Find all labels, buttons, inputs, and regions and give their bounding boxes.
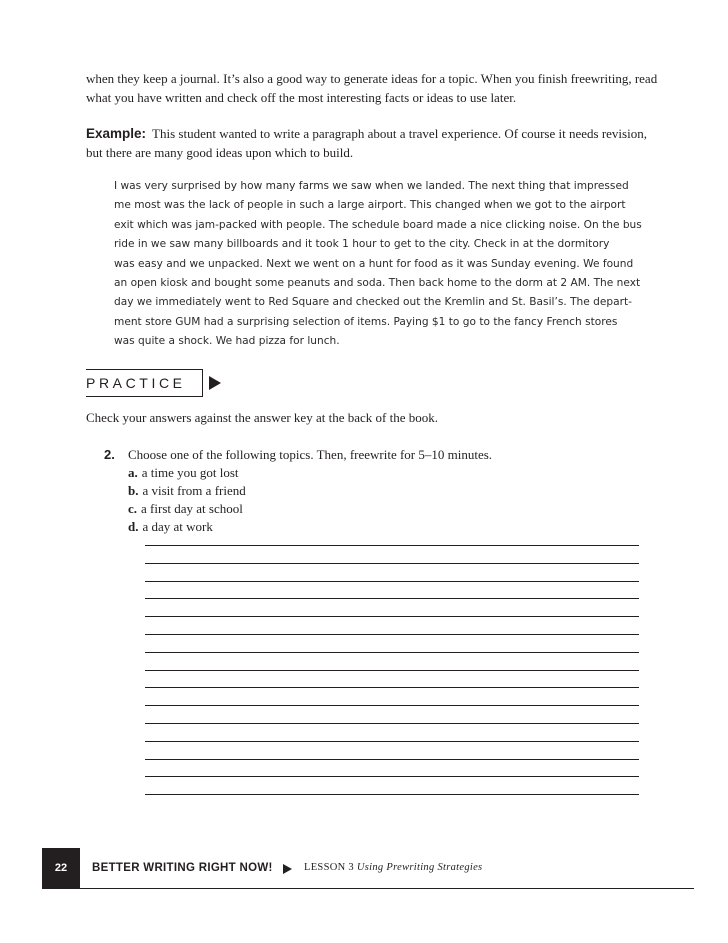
writing-line[interactable] [145,598,639,599]
intro-line: when they keep a journal. It’s also a good way to generate ideas for a topic. When you finish freewriting, read [86,71,658,86]
writing-line[interactable] [145,705,639,706]
writing-line[interactable] [145,634,639,635]
option-text: a day at work [142,519,213,534]
freewriting-line: was easy and we unpacked. Next we went on a hunt for food as it was Sunday evening. We found [114,257,634,270]
example-line [86,124,654,143]
freewriting-line: ment store GUM had a surprising selection of items. Paying $1 to go to the fancy French stores [114,315,618,328]
example-label: Example: [86,126,147,141]
writing-line[interactable] [145,563,639,564]
writing-line[interactable] [145,723,639,724]
lesson-label [304,862,482,873]
freewriting-line: me most was the lack of people in such a large airport. This changed when we got to the airport [114,199,626,212]
writing-line[interactable] [145,670,639,671]
practice-label: PRACTICE [86,369,203,397]
writing-line[interactable] [145,776,639,777]
example-paragraph [86,124,654,162]
practice-heading [86,368,221,398]
answer-lines [145,545,639,812]
topic-option [128,464,246,482]
book-title: BETTER WRITING RIGHT NOW! [92,862,273,874]
intro-line: what you have written and check off the most interesting facts or ideas to use later. [86,90,517,105]
freewriting-line: exit which was jam-packed with people. The schedule board made a nice clicking noise. On the bus [114,218,642,231]
topic-option [128,518,246,536]
option-text: a time you got lost [141,465,239,480]
intro-paragraph [86,69,658,107]
example-text: This student wanted to write a paragraph about a travel experience. Of course it needs revision, [152,126,647,141]
writing-line[interactable] [145,687,639,688]
freewriting-sample [114,177,642,352]
freewriting-line: day we immediately went to Red Square and checked out the Kremlin and St. Basil’s. The depart- [114,296,632,309]
option-text: a first day at school [141,501,243,516]
topic-options [128,464,246,536]
play-arrow-icon [283,864,292,874]
question-number: 2. [104,447,115,462]
check-answers-note: Check your answers against the answer key at the back of the book. [86,410,438,425]
play-arrow-icon [209,376,221,390]
question-prompt: Choose one of the following topics. Then, freewrite for 5–10 minutes. [128,447,493,462]
page-footer [42,848,694,889]
writing-line[interactable] [145,581,639,582]
writing-line[interactable] [145,794,639,795]
freewriting-line: ride in we saw many billboards and it took 1 hour to get to the city. Check in at the dormitory [114,238,610,251]
lesson-title: Using Prewriting Strategies [356,862,483,873]
writing-line[interactable] [145,545,639,546]
page-number: 22 [42,848,80,888]
freewriting-line: I was very surprised by how many farms we saw when we landed. The next thing that impressed [114,180,629,192]
writing-line[interactable] [145,616,639,617]
topic-option [128,482,246,500]
option-letter: c. [128,501,138,516]
option-letter: a. [128,465,138,480]
freewriting-line: an open kiosk and bought some peanuts and soda. Then back home to the dorm at 2 AM. The next [114,277,641,290]
lesson-number: LESSON 3 [304,862,354,873]
option-text: a visit from a friend [142,483,246,498]
topic-option [128,500,246,518]
example-line: but there are many good ideas upon which to build. [86,145,354,160]
writing-line[interactable] [145,652,639,653]
option-letter: d. [128,519,139,534]
option-letter: b. [128,483,139,498]
writing-line[interactable] [145,741,639,742]
freewriting-line: was quite a shock. We had pizza for lunch. [114,335,340,348]
writing-line[interactable] [145,759,639,760]
